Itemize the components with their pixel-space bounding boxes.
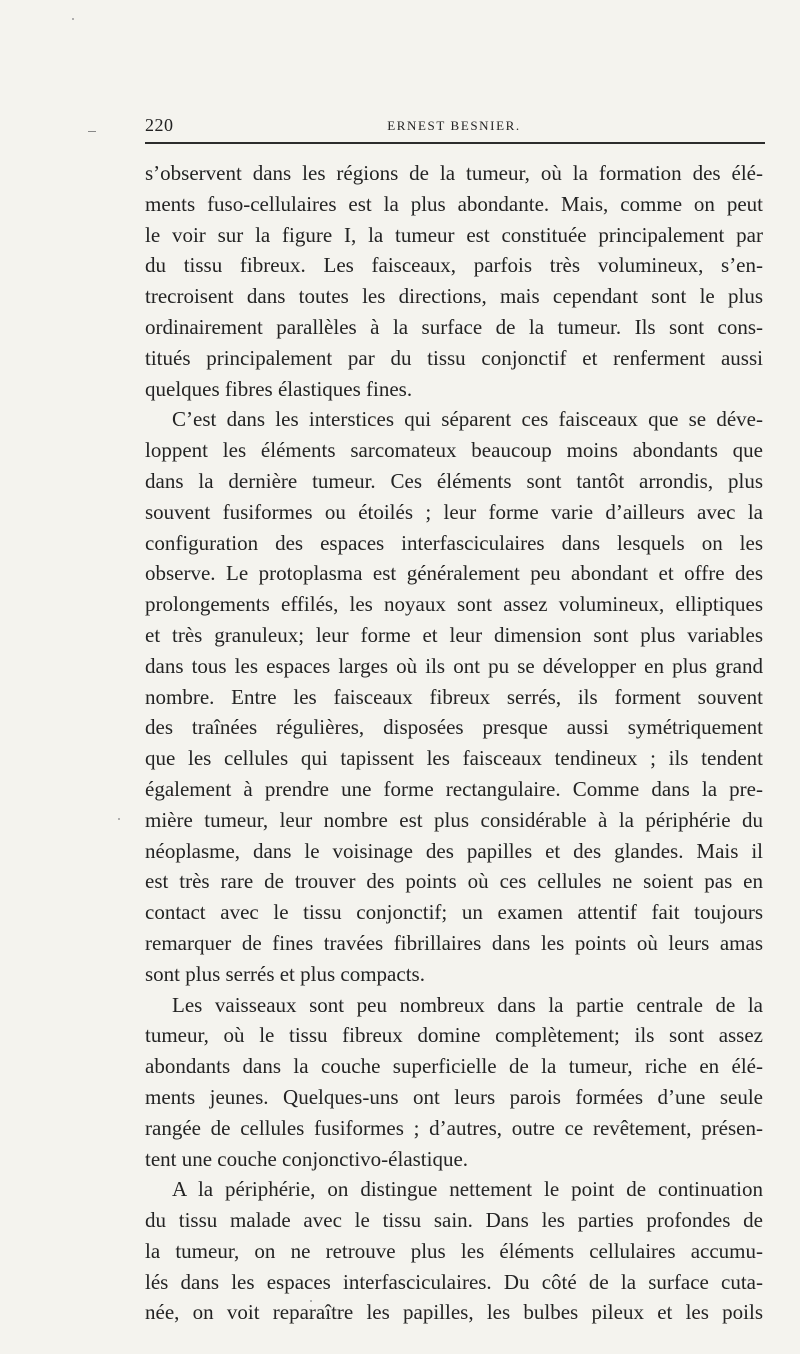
text-line: ments jeunes. Quelques-uns ont leurs parois formées d’une seule bbox=[145, 1084, 763, 1109]
text-line: remarquer de fines travées fibrillaires dans les points où leurs amas bbox=[145, 930, 763, 955]
paragraph-first-line: C’est dans les interstices qui séparent ces faisceaux que se déve- bbox=[172, 407, 763, 432]
text-line: prolongements effilés, les noyaux sont assez volumineux, elliptiques bbox=[145, 592, 763, 617]
text-line: lés dans les espaces interfasciculaires. Du côté de la surface cuta- bbox=[145, 1269, 763, 1294]
text-line: et très granuleux; leur forme et leur dimension sont plus variables bbox=[145, 622, 763, 647]
text-line: abondants dans la couche superficielle de la tumeur, riche en élé- bbox=[145, 1054, 763, 1079]
text-line: trecroisent dans toutes les directions, mais cependant sont le plus bbox=[145, 284, 763, 309]
text-line: nombre. Entre les faisceaux fibreux serrés, ils forment souvent bbox=[145, 684, 763, 709]
text-line: également à prendre une forme rectangulaire. Comme dans la pre- bbox=[145, 776, 763, 801]
text-line: du tissu fibreux. Les faisceaux, parfois très volumineux, s’en- bbox=[145, 253, 763, 278]
text-line: dans tous les espaces larges où ils ont pu se développer en plus grand bbox=[145, 653, 763, 678]
text-line: contact avec le tissu conjonctif; un examen attentif fait toujours bbox=[145, 900, 763, 925]
text-line: titués principalement par du tissu conjonctif et renferment aussi bbox=[145, 345, 763, 370]
text-line: tumeur, où le tissu fibreux domine complètement; ils sont assez bbox=[145, 1023, 763, 1048]
text-line: des traînées régulières, disposées presque aussi symétriquement bbox=[145, 715, 763, 740]
text-line: ments fuso-cellulaires est la plus abondante. Mais, comme on peut bbox=[145, 191, 763, 216]
text-line: que les cellules qui tapissent les faisceaux tendineux ; ils tendent bbox=[145, 746, 763, 771]
text-line: du tissu malade avec le tissu sain. Dans les parties profondes de bbox=[145, 1208, 763, 1233]
text-line: est très rare de trouver des points où ces cellules ne soient pas en bbox=[145, 869, 763, 894]
paragraph-first-line: Les vaisseaux sont peu nombreux dans la partie centrale de la bbox=[172, 992, 763, 1017]
page-number: 220 bbox=[145, 115, 174, 135]
text-line: configuration des espaces interfasciculaires dans lesquels on les bbox=[145, 530, 763, 555]
running-head bbox=[145, 115, 763, 139]
paragraph-last-line: quelques fibres élastiques fines. bbox=[145, 376, 413, 401]
running-title: ERNEST BESNIER. bbox=[387, 118, 521, 133]
text-line: le voir sur la figure I, la tumeur est constituée principalement par bbox=[145, 222, 763, 247]
text-line: mière tumeur, leur nombre est plus considérable à la périphérie du bbox=[145, 807, 763, 832]
text-line: s’observent dans les régions de la tumeur, où la formation des élé- bbox=[145, 161, 763, 185]
margin-dot bbox=[118, 818, 120, 820]
body-text bbox=[145, 158, 763, 1328]
text-line: loppent les éléments sarcomateux beaucoup moins abondants que bbox=[145, 438, 763, 463]
paragraph-first-line: A la périphérie, on distingue nettement le point de continuation bbox=[172, 1177, 763, 1202]
text-line: souvent fusiformes ou étoilés ; leur forme varie d’ailleurs avec la bbox=[145, 499, 763, 524]
text-line: néoplasme, dans le voisinage des papilles et des glandes. Mais il bbox=[145, 838, 763, 863]
text-line: dans la dernière tumeur. Ces éléments sont tantôt arrondis, plus bbox=[145, 468, 763, 493]
header-rule bbox=[145, 142, 765, 144]
text-line: observe. Le protoplasma est généralement peu abondant et offre des bbox=[145, 561, 763, 586]
text-line: la tumeur, on ne retrouve plus les éléments cellulaires accumu- bbox=[145, 1238, 763, 1263]
text-line: rangée de cellules fusiformes ; d’autres, outre ce revêtement, présen- bbox=[145, 1115, 763, 1140]
margin-dot bbox=[72, 18, 74, 20]
paragraph-last-line: sont plus serrés et plus compacts. bbox=[145, 961, 425, 986]
paragraph-last-line: tent une couche conjonctivo-élastique. bbox=[145, 1146, 469, 1171]
text-line: ordinairement parallèles à la surface de la tumeur. Ils sont cons- bbox=[145, 314, 763, 339]
margin-mark bbox=[88, 131, 96, 132]
text-line: née, on voit reparaître les papilles, les bulbes pileux et les poils bbox=[145, 1300, 763, 1325]
